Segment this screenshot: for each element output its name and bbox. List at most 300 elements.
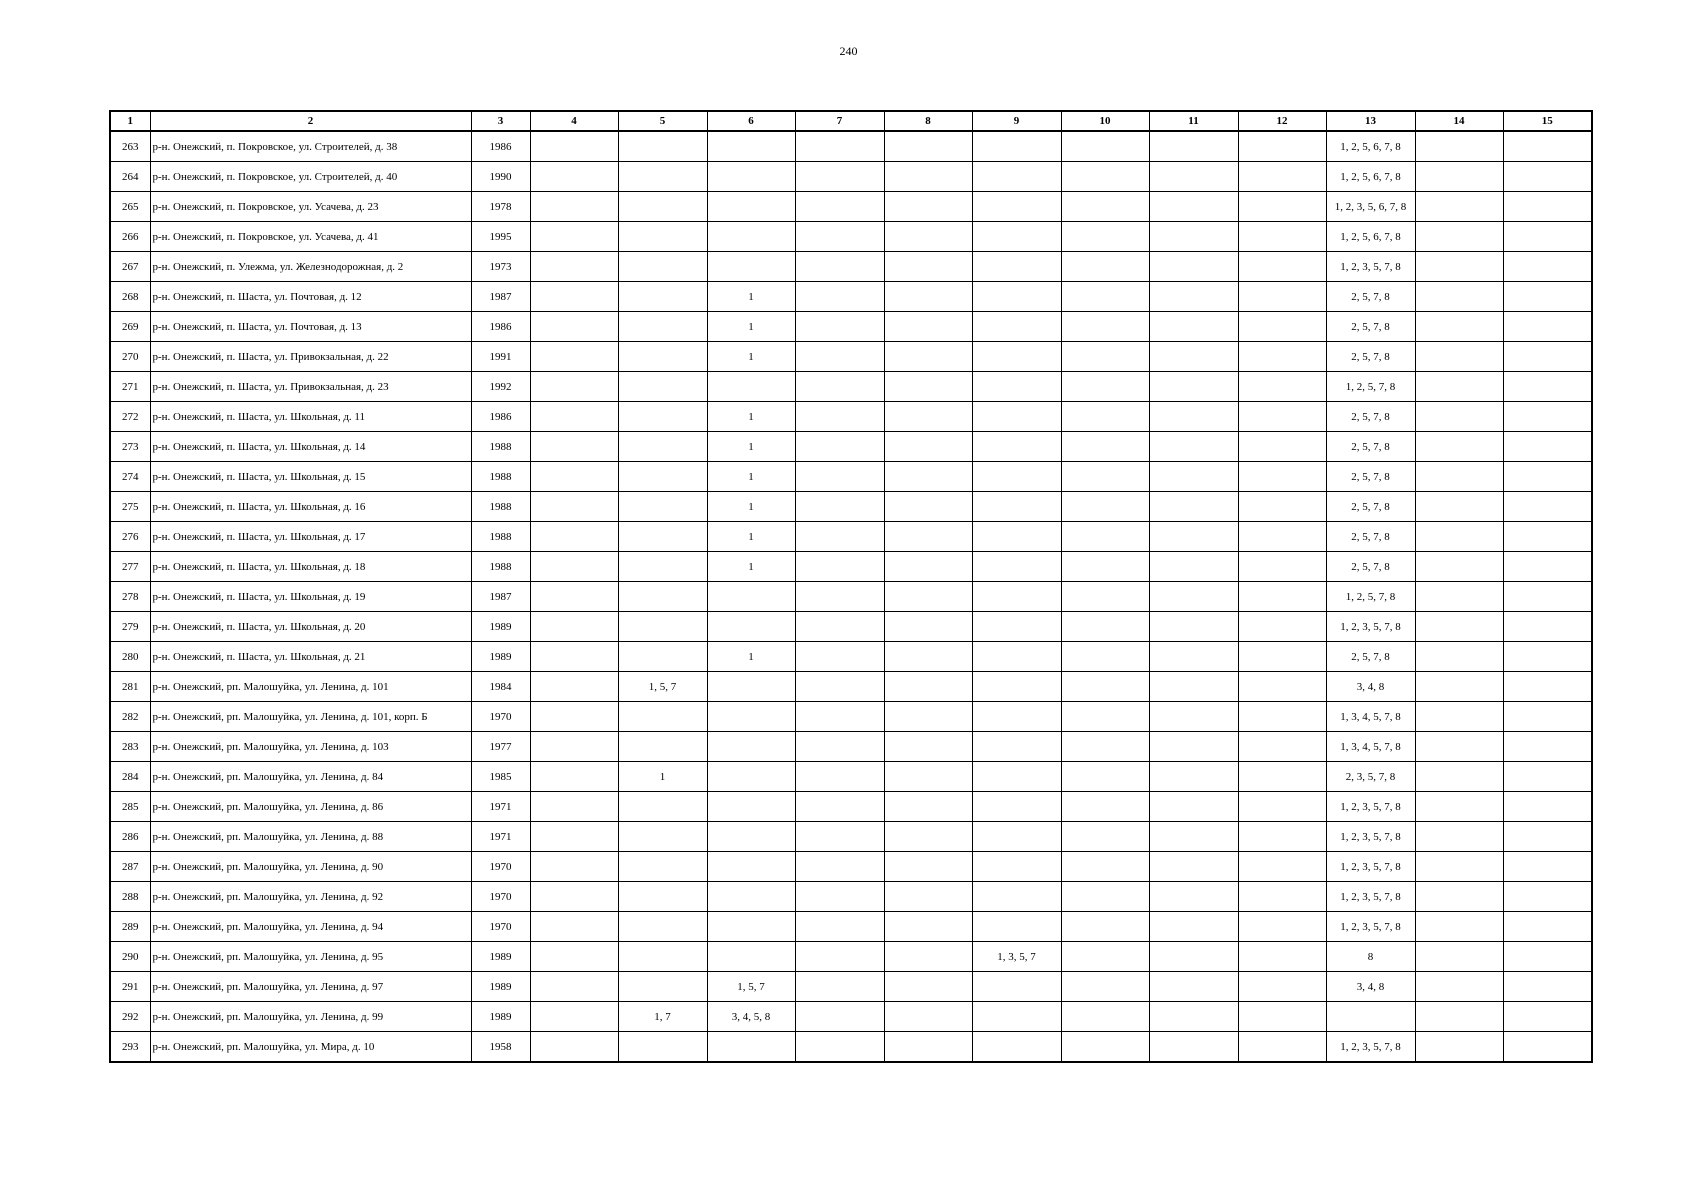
row-number-cell: 268 <box>110 282 150 312</box>
year-cell: 1988 <box>471 462 530 492</box>
column-14-cell <box>1415 852 1503 882</box>
column-13-cell: 1, 2, 3, 5, 6, 7, 8 <box>1326 192 1415 222</box>
column-5-cell <box>618 222 707 252</box>
column-14-cell <box>1415 342 1503 372</box>
column-5-cell <box>618 582 707 612</box>
column-5-cell <box>618 312 707 342</box>
column-4-cell <box>530 882 618 912</box>
column-9-cell <box>972 402 1061 432</box>
table-body <box>110 131 1592 1062</box>
column-10-cell <box>1061 942 1149 972</box>
row-number-cell: 284 <box>110 762 150 792</box>
column-13-cell: 2, 5, 7, 8 <box>1326 342 1415 372</box>
column-12-cell <box>1238 822 1326 852</box>
column-10-cell <box>1061 492 1149 522</box>
row-number-cell: 275 <box>110 492 150 522</box>
column-9-cell <box>972 762 1061 792</box>
column-10-cell <box>1061 552 1149 582</box>
column-12-cell <box>1238 642 1326 672</box>
column-4-cell <box>530 131 618 162</box>
row-number-cell: 288 <box>110 882 150 912</box>
column-6-cell <box>707 852 795 882</box>
table-row <box>110 882 1592 912</box>
year-cell: 1977 <box>471 732 530 762</box>
column-9-cell <box>972 222 1061 252</box>
column-14-cell <box>1415 462 1503 492</box>
column-12-cell <box>1238 912 1326 942</box>
column-14-cell <box>1415 762 1503 792</box>
column-11-cell <box>1149 882 1238 912</box>
address-cell: р-н. Онежский, п. Шаста, ул. Школьная, д. 15 <box>150 462 471 492</box>
column-10-cell <box>1061 131 1149 162</box>
column-8-cell <box>884 822 972 852</box>
year-cell: 1970 <box>471 912 530 942</box>
column-5-cell: 1, 7 <box>618 1002 707 1032</box>
year-cell: 1990 <box>471 162 530 192</box>
column-12-cell <box>1238 522 1326 552</box>
column-7-cell <box>795 612 884 642</box>
column-8-cell <box>884 792 972 822</box>
column-12-cell <box>1238 762 1326 792</box>
column-6-cell: 1 <box>707 552 795 582</box>
column-5-cell <box>618 492 707 522</box>
row-number-cell: 273 <box>110 432 150 462</box>
column-13-cell: 1, 2, 3, 5, 7, 8 <box>1326 252 1415 282</box>
table-row <box>110 762 1592 792</box>
table-row <box>110 282 1592 312</box>
column-12-cell <box>1238 162 1326 192</box>
address-cell: р-н. Онежский, п. Покровское, ул. Строителей, д. 40 <box>150 162 471 192</box>
year-cell: 1987 <box>471 282 530 312</box>
address-cell: р-н. Онежский, п. Шаста, ул. Школьная, д. 19 <box>150 582 471 612</box>
table-row <box>110 131 1592 162</box>
column-9-cell <box>972 1002 1061 1032</box>
table-row <box>110 792 1592 822</box>
address-cell: р-н. Онежский, рп. Малошуйка, ул. Ленина, д. 88 <box>150 822 471 852</box>
page-number: 240 <box>839 44 858 58</box>
column-11-cell <box>1149 732 1238 762</box>
housing-register-table <box>109 110 1593 1063</box>
column-5-cell <box>618 882 707 912</box>
column-6-cell <box>707 162 795 192</box>
row-number-cell: 263 <box>110 131 150 162</box>
column-5-cell <box>618 852 707 882</box>
column-13-cell: 1, 2, 3, 5, 7, 8 <box>1326 852 1415 882</box>
column-13-cell: 2, 5, 7, 8 <box>1326 402 1415 432</box>
column-8-cell <box>884 162 972 192</box>
column-8-cell <box>884 732 972 762</box>
row-number-cell: 266 <box>110 222 150 252</box>
column-14-cell <box>1415 432 1503 462</box>
column-header-6: 6 <box>707 111 795 131</box>
column-11-cell <box>1149 612 1238 642</box>
row-number-cell: 277 <box>110 552 150 582</box>
column-14-cell <box>1415 372 1503 402</box>
row-number-cell: 286 <box>110 822 150 852</box>
year-cell: 1986 <box>471 131 530 162</box>
column-11-cell <box>1149 342 1238 372</box>
column-15-cell <box>1503 582 1592 612</box>
column-13-cell: 1, 2, 5, 7, 8 <box>1326 582 1415 612</box>
column-9-cell <box>972 792 1061 822</box>
column-5-cell <box>618 822 707 852</box>
column-7-cell <box>795 312 884 342</box>
column-10-cell <box>1061 372 1149 402</box>
column-9-cell <box>972 822 1061 852</box>
column-9-cell <box>972 732 1061 762</box>
column-5-cell <box>618 972 707 1002</box>
column-4-cell <box>530 762 618 792</box>
column-10-cell <box>1061 852 1149 882</box>
address-cell: р-н. Онежский, рп. Малошуйка, ул. Ленина, д. 101, корп. Б <box>150 702 471 732</box>
column-12-cell <box>1238 312 1326 342</box>
row-number-cell: 289 <box>110 912 150 942</box>
row-number-cell: 267 <box>110 252 150 282</box>
address-cell: р-н. Онежский, рп. Малошуйка, ул. Ленина, д. 103 <box>150 732 471 762</box>
column-13-cell: 1, 2, 5, 6, 7, 8 <box>1326 162 1415 192</box>
column-14-cell <box>1415 252 1503 282</box>
column-14-cell <box>1415 582 1503 612</box>
year-cell: 1978 <box>471 192 530 222</box>
column-15-cell <box>1503 612 1592 642</box>
column-8-cell <box>884 852 972 882</box>
column-15-cell <box>1503 432 1592 462</box>
column-8-cell <box>884 462 972 492</box>
year-cell: 1989 <box>471 642 530 672</box>
column-15-cell <box>1503 732 1592 762</box>
column-12-cell <box>1238 252 1326 282</box>
column-6-cell: 1 <box>707 432 795 462</box>
row-number-cell: 278 <box>110 582 150 612</box>
column-13-cell: 2, 5, 7, 8 <box>1326 642 1415 672</box>
column-10-cell <box>1061 282 1149 312</box>
year-cell: 1971 <box>471 822 530 852</box>
column-8-cell <box>884 762 972 792</box>
column-11-cell <box>1149 162 1238 192</box>
column-7-cell <box>795 702 884 732</box>
row-number-cell: 281 <box>110 672 150 702</box>
column-6-cell: 1, 5, 7 <box>707 972 795 1002</box>
column-8-cell <box>884 642 972 672</box>
address-cell: р-н. Онежский, п. Шаста, ул. Школьная, д. 20 <box>150 612 471 642</box>
column-6-cell <box>707 222 795 252</box>
column-4-cell <box>530 162 618 192</box>
column-10-cell <box>1061 822 1149 852</box>
column-11-cell <box>1149 372 1238 402</box>
column-5-cell <box>618 402 707 432</box>
column-9-cell: 1, 3, 5, 7 <box>972 942 1061 972</box>
year-cell: 1995 <box>471 222 530 252</box>
column-9-cell <box>972 882 1061 912</box>
column-12-cell <box>1238 792 1326 822</box>
address-cell: р-н. Онежский, рп. Малошуйка, ул. Ленина, д. 101 <box>150 672 471 702</box>
column-9-cell <box>972 282 1061 312</box>
address-cell: р-н. Онежский, рп. Малошуйка, ул. Ленина, д. 84 <box>150 762 471 792</box>
column-8-cell <box>884 282 972 312</box>
column-4-cell <box>530 252 618 282</box>
column-11-cell <box>1149 522 1238 552</box>
address-cell: р-н. Онежский, п. Шаста, ул. Школьная, д. 11 <box>150 402 471 432</box>
year-cell: 1970 <box>471 852 530 882</box>
column-12-cell <box>1238 222 1326 252</box>
column-9-cell <box>972 342 1061 372</box>
column-7-cell <box>795 432 884 462</box>
column-6-cell <box>707 1032 795 1063</box>
table-row <box>110 1032 1592 1063</box>
column-6-cell: 1 <box>707 642 795 672</box>
column-13-cell: 1, 2, 3, 5, 7, 8 <box>1326 822 1415 852</box>
column-10-cell <box>1061 402 1149 432</box>
column-7-cell <box>795 642 884 672</box>
column-7-cell <box>795 882 884 912</box>
column-4-cell <box>530 672 618 702</box>
column-14-cell <box>1415 552 1503 582</box>
column-7-cell <box>795 372 884 402</box>
column-6-cell <box>707 822 795 852</box>
year-cell: 1988 <box>471 492 530 522</box>
column-13-cell: 1, 2, 3, 5, 7, 8 <box>1326 912 1415 942</box>
year-cell: 1973 <box>471 252 530 282</box>
column-5-cell <box>618 942 707 972</box>
column-9-cell <box>972 432 1061 462</box>
column-9-cell <box>972 972 1061 1002</box>
column-4-cell <box>530 522 618 552</box>
column-13-cell: 2, 5, 7, 8 <box>1326 552 1415 582</box>
column-5-cell <box>618 432 707 462</box>
column-header-4: 4 <box>530 111 618 131</box>
column-header-8: 8 <box>884 111 972 131</box>
year-cell: 1988 <box>471 432 530 462</box>
column-14-cell <box>1415 822 1503 852</box>
column-7-cell <box>795 522 884 552</box>
column-15-cell <box>1503 492 1592 522</box>
column-15-cell <box>1503 131 1592 162</box>
address-cell: р-н. Онежский, п. Шаста, ул. Почтовая, д. 13 <box>150 312 471 342</box>
column-9-cell <box>972 552 1061 582</box>
column-10-cell <box>1061 522 1149 552</box>
column-12-cell <box>1238 672 1326 702</box>
table-row <box>110 822 1592 852</box>
column-14-cell <box>1415 792 1503 822</box>
column-5-cell <box>618 162 707 192</box>
column-12-cell <box>1238 282 1326 312</box>
column-4-cell <box>530 192 618 222</box>
year-cell: 1991 <box>471 342 530 372</box>
column-9-cell <box>972 252 1061 282</box>
column-6-cell: 1 <box>707 522 795 552</box>
column-5-cell <box>618 372 707 402</box>
column-4-cell <box>530 552 618 582</box>
row-number-cell: 290 <box>110 942 150 972</box>
address-cell: р-н. Онежский, п. Шаста, ул. Школьная, д. 16 <box>150 492 471 522</box>
column-15-cell <box>1503 792 1592 822</box>
column-14-cell <box>1415 1002 1503 1032</box>
column-11-cell <box>1149 792 1238 822</box>
column-11-cell <box>1149 282 1238 312</box>
column-5-cell <box>618 342 707 372</box>
column-15-cell <box>1503 222 1592 252</box>
address-cell: р-н. Онежский, п. Шаста, ул. Привокзальная, д. 22 <box>150 342 471 372</box>
column-5-cell: 1 <box>618 762 707 792</box>
row-number-cell: 272 <box>110 402 150 432</box>
year-cell: 1987 <box>471 582 530 612</box>
column-8-cell <box>884 492 972 522</box>
row-number-cell: 274 <box>110 462 150 492</box>
column-4-cell <box>530 492 618 522</box>
column-14-cell <box>1415 402 1503 432</box>
column-7-cell <box>795 342 884 372</box>
column-5-cell <box>618 522 707 552</box>
column-11-cell <box>1149 702 1238 732</box>
table-row <box>110 972 1592 1002</box>
column-4-cell <box>530 912 618 942</box>
column-6-cell: 3, 4, 5, 8 <box>707 1002 795 1032</box>
column-4-cell <box>530 612 618 642</box>
column-5-cell <box>618 552 707 582</box>
column-14-cell <box>1415 192 1503 222</box>
column-14-cell <box>1415 732 1503 762</box>
column-14-cell <box>1415 282 1503 312</box>
column-8-cell <box>884 402 972 432</box>
column-10-cell <box>1061 462 1149 492</box>
table-row <box>110 252 1592 282</box>
year-cell: 1971 <box>471 792 530 822</box>
column-6-cell <box>707 582 795 612</box>
column-4-cell <box>530 372 618 402</box>
column-6-cell <box>707 131 795 162</box>
column-header-15: 15 <box>1503 111 1592 131</box>
row-number-cell: 283 <box>110 732 150 762</box>
column-4-cell <box>530 432 618 462</box>
column-8-cell <box>884 912 972 942</box>
column-14-cell <box>1415 312 1503 342</box>
address-cell: р-н. Онежский, рп. Малошуйка, ул. Ленина, д. 92 <box>150 882 471 912</box>
column-11-cell <box>1149 912 1238 942</box>
column-15-cell <box>1503 822 1592 852</box>
column-11-cell <box>1149 131 1238 162</box>
column-15-cell <box>1503 912 1592 942</box>
column-header-11: 11 <box>1149 111 1238 131</box>
column-10-cell <box>1061 642 1149 672</box>
column-14-cell <box>1415 912 1503 942</box>
column-header-1: 1 <box>110 111 150 131</box>
address-cell: р-н. Онежский, п. Шаста, ул. Школьная, д. 14 <box>150 432 471 462</box>
column-12-cell <box>1238 131 1326 162</box>
column-4-cell <box>530 642 618 672</box>
column-11-cell <box>1149 942 1238 972</box>
table-row <box>110 162 1592 192</box>
column-15-cell <box>1503 402 1592 432</box>
column-9-cell <box>972 372 1061 402</box>
column-6-cell <box>707 672 795 702</box>
column-8-cell <box>884 972 972 1002</box>
column-14-cell <box>1415 522 1503 552</box>
column-10-cell <box>1061 222 1149 252</box>
column-10-cell <box>1061 192 1149 222</box>
column-14-cell <box>1415 162 1503 192</box>
column-13-cell: 2, 5, 7, 8 <box>1326 492 1415 522</box>
column-13-cell: 1, 2, 3, 5, 7, 8 <box>1326 612 1415 642</box>
column-10-cell <box>1061 582 1149 612</box>
column-13-cell: 2, 3, 5, 7, 8 <box>1326 762 1415 792</box>
row-number-cell: 269 <box>110 312 150 342</box>
column-14-cell <box>1415 882 1503 912</box>
year-cell: 1985 <box>471 762 530 792</box>
column-4-cell <box>530 822 618 852</box>
table-row <box>110 372 1592 402</box>
table-row <box>110 522 1592 552</box>
column-13-cell: 2, 5, 7, 8 <box>1326 312 1415 342</box>
column-15-cell <box>1503 1032 1592 1063</box>
column-13-cell: 3, 4, 8 <box>1326 672 1415 702</box>
column-14-cell <box>1415 972 1503 1002</box>
column-4-cell <box>530 222 618 252</box>
column-6-cell: 1 <box>707 312 795 342</box>
column-10-cell <box>1061 312 1149 342</box>
column-7-cell <box>795 582 884 612</box>
column-6-cell <box>707 252 795 282</box>
column-12-cell <box>1238 1032 1326 1063</box>
column-12-cell <box>1238 942 1326 972</box>
address-cell: р-н. Онежский, п. Шаста, ул. Школьная, д. 21 <box>150 642 471 672</box>
column-10-cell <box>1061 612 1149 642</box>
table-row <box>110 852 1592 882</box>
column-8-cell <box>884 702 972 732</box>
column-7-cell <box>795 672 884 702</box>
column-header-14: 14 <box>1415 111 1503 131</box>
address-cell: р-н. Онежский, рп. Малошуйка, ул. Ленина, д. 94 <box>150 912 471 942</box>
column-8-cell <box>884 252 972 282</box>
column-15-cell <box>1503 882 1592 912</box>
address-cell: р-н. Онежский, рп. Малошуйка, ул. Ленина, д. 95 <box>150 942 471 972</box>
table-row <box>110 612 1592 642</box>
column-4-cell <box>530 1002 618 1032</box>
address-cell: р-н. Онежский, п. Шаста, ул. Почтовая, д. 12 <box>150 282 471 312</box>
column-12-cell <box>1238 402 1326 432</box>
address-cell: р-н. Онежский, рп. Малошуйка, ул. Мира, д. 10 <box>150 1032 471 1063</box>
column-5-cell <box>618 612 707 642</box>
table-row <box>110 222 1592 252</box>
column-10-cell <box>1061 342 1149 372</box>
row-number-cell: 280 <box>110 642 150 672</box>
column-5-cell <box>618 912 707 942</box>
column-4-cell <box>530 312 618 342</box>
column-12-cell <box>1238 882 1326 912</box>
column-8-cell <box>884 1002 972 1032</box>
column-11-cell <box>1149 582 1238 612</box>
column-4-cell <box>530 1032 618 1063</box>
column-7-cell <box>795 162 884 192</box>
column-12-cell <box>1238 972 1326 1002</box>
address-cell: р-н. Онежский, п. Шаста, ул. Привокзальная, д. 23 <box>150 372 471 402</box>
column-11-cell <box>1149 972 1238 1002</box>
column-7-cell <box>795 732 884 762</box>
column-7-cell <box>795 762 884 792</box>
column-10-cell <box>1061 972 1149 1002</box>
column-11-cell <box>1149 1002 1238 1032</box>
column-6-cell <box>707 372 795 402</box>
column-header-10: 10 <box>1061 111 1149 131</box>
address-cell: р-н. Онежский, п. Покровское, ул. Усачева, д. 23 <box>150 192 471 222</box>
column-13-cell: 2, 5, 7, 8 <box>1326 432 1415 462</box>
column-15-cell <box>1503 192 1592 222</box>
table-row <box>110 312 1592 342</box>
column-6-cell <box>707 192 795 222</box>
year-cell: 1984 <box>471 672 530 702</box>
column-14-cell <box>1415 1032 1503 1063</box>
column-4-cell <box>530 852 618 882</box>
column-5-cell <box>618 642 707 672</box>
